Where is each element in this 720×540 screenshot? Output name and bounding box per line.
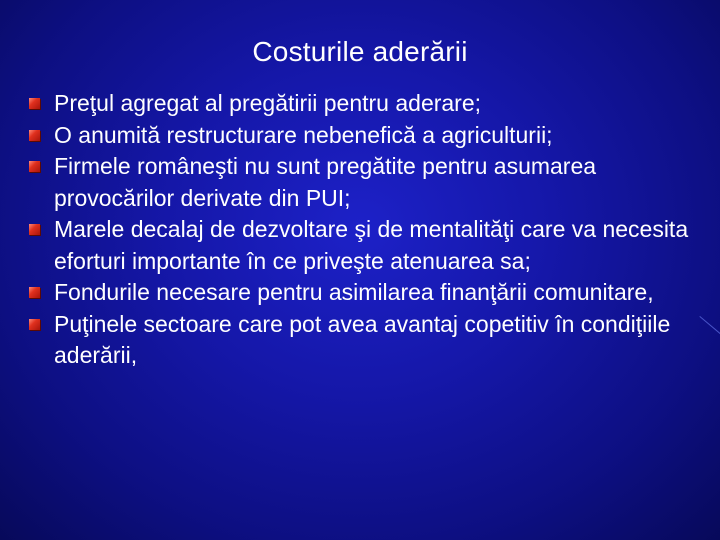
square-bullet-icon (29, 319, 40, 330)
slide-title: Costurile aderării (252, 36, 468, 67)
bullet-list (26, 88, 706, 372)
bullet-text: Fondurile necesare pentru asimilarea finanţării comunitare, (54, 279, 654, 305)
bullet-item (26, 120, 706, 152)
bullet-text: Preţul agregat al pregătirii pentru aderare; (54, 90, 482, 116)
bullet-item (26, 88, 706, 120)
square-bullet-icon (29, 224, 40, 235)
square-bullet-icon (29, 287, 40, 298)
square-bullet-icon (29, 161, 40, 172)
bullet-text: O anumită restructurare nebenefică a agriculturii; (54, 121, 553, 148)
bullet-item (26, 277, 706, 309)
square-bullet-icon (29, 98, 40, 109)
bullet-text: Marele decalaj de dezvoltare şi de mentalităţi care va necesita eforturi importante în ce priveşte atenuarea sa; (54, 216, 689, 274)
bullet-text: Puţinele sectoare care pot avea avantaj copetitiv în condiţiile aderării, (54, 310, 671, 368)
bullet-item (26, 309, 706, 372)
bullet-item (26, 151, 706, 214)
bullet-text: Firmele româneşti nu sunt pregătite pentru asumarea provocărilor derivate din PUI; (54, 153, 597, 211)
square-bullet-icon (29, 130, 40, 141)
bullet-item (26, 214, 706, 277)
